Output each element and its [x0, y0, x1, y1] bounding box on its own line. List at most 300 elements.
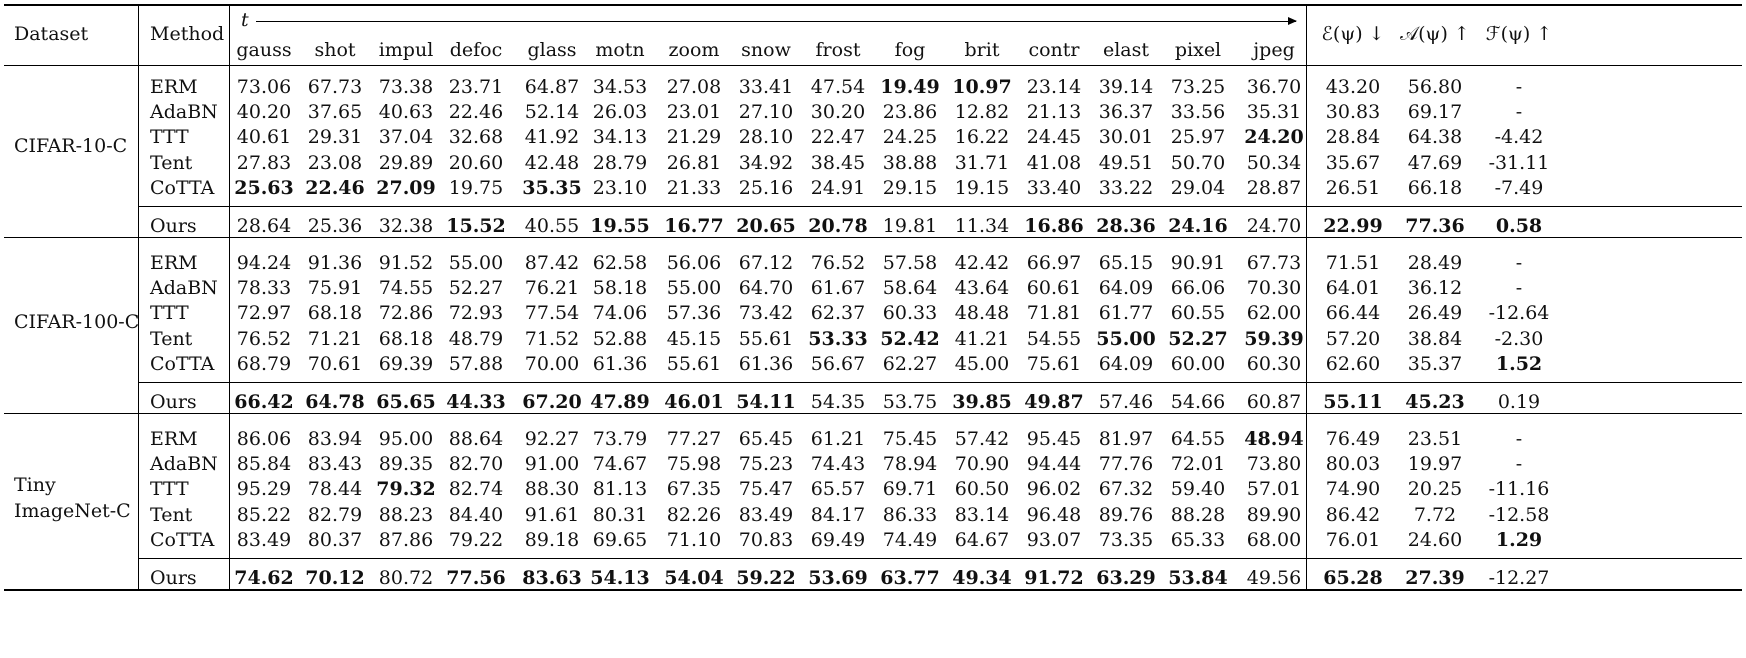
table-cell: 86.33	[882, 503, 938, 526]
table-cell: 40.63	[378, 101, 434, 124]
table-cell: 64.09	[1098, 352, 1154, 375]
table-cell: 94.24	[236, 252, 292, 274]
table-cell: 81.13	[592, 478, 648, 501]
table-cell: 70.30	[1246, 277, 1302, 300]
table-cell: 83.63	[522, 567, 582, 589]
table-cell: 66.06	[1170, 277, 1226, 300]
table-cell: 95.00	[378, 428, 434, 450]
method-name: Tent	[150, 327, 193, 350]
table-cell: 22.99	[1323, 215, 1383, 237]
table-cell: 35.37	[1407, 352, 1463, 375]
table-cell: 26.51	[1325, 176, 1381, 199]
column-header-glass: glass	[527, 39, 577, 61]
table-cell: 31.71	[954, 151, 1010, 174]
table-cell: -	[1515, 277, 1523, 300]
table-cell: 15.52	[446, 215, 506, 237]
table-cell: 7.72	[1413, 503, 1457, 526]
table-cell: 89.90	[1246, 503, 1302, 526]
table-cell: 39.14	[1098, 76, 1154, 98]
table-cell: 47.89	[590, 391, 650, 413]
table-cell: 81.97	[1098, 428, 1154, 450]
method-name: TTT	[150, 478, 189, 501]
table-cell: 24.70	[1246, 215, 1302, 237]
table-cell: 83.49	[738, 503, 794, 526]
table-cell: 73.35	[1098, 528, 1154, 551]
column-header-elast: elast	[1102, 39, 1150, 61]
column-header-contr: contr	[1028, 39, 1080, 61]
metric-header-1: ℰ(ψ) ↓	[1321, 23, 1385, 45]
vertical-separator-method	[229, 6, 230, 589]
table-cell: 54.13	[590, 567, 650, 589]
table-cell: 30.20	[810, 101, 866, 124]
table-cell: 1.52	[1495, 352, 1543, 375]
table-cell: 21.33	[666, 176, 722, 199]
table-cell: 73.79	[592, 428, 648, 450]
table-cell: 69.49	[810, 528, 866, 551]
table-cell: 49.87	[1024, 391, 1084, 413]
table-cell: 89.35	[378, 453, 434, 476]
table-cell: 62.27	[882, 352, 938, 375]
table-cell: 87.86	[378, 528, 434, 551]
method-name: CoTTA	[150, 176, 215, 199]
table-cell: 66.44	[1325, 302, 1381, 325]
table-cell: 23.01	[666, 101, 722, 124]
table-cell: 60.87	[1246, 391, 1302, 413]
table-cell: 65.65	[376, 391, 436, 413]
group-mid-rule	[138, 382, 1742, 383]
table-cell: 78.94	[882, 453, 938, 476]
table-cell: 20.60	[448, 151, 504, 174]
table-cell: 19.81	[882, 215, 938, 237]
table-cell: 68.00	[1246, 528, 1302, 551]
table-cell: 64.87	[524, 76, 580, 98]
table-cell: 74.67	[592, 453, 648, 476]
table-cell: 55.00	[448, 252, 504, 274]
table-cell: -	[1515, 453, 1523, 476]
table-cell: 53.33	[808, 327, 868, 350]
table-cell: 24.16	[1168, 215, 1228, 237]
table-cell: 77.54	[524, 302, 580, 325]
table-cell: 30.83	[1325, 101, 1381, 124]
table-cell: 78.33	[236, 277, 292, 300]
table-cell: 77.76	[1098, 453, 1154, 476]
group-mid-rule	[138, 206, 1742, 207]
table-cell: 52.88	[592, 327, 648, 350]
table-cell: 60.30	[1246, 352, 1302, 375]
table-cell: 76.52	[810, 252, 866, 274]
table-cell: 22.46	[305, 176, 365, 199]
dataset-label-line: ImageNet-C	[14, 500, 131, 522]
table-cell: 79.32	[376, 478, 436, 501]
table-cell: 59.40	[1170, 478, 1226, 501]
table-cell: 33.56	[1170, 101, 1226, 124]
method-name: Tent	[150, 151, 193, 174]
method-name: ERM	[150, 428, 198, 450]
method-name: Tent	[150, 503, 193, 526]
table-cell: 10.97	[952, 76, 1012, 98]
table-cell: 43.20	[1325, 76, 1381, 98]
dataset-label: CIFAR-100-C	[14, 311, 140, 333]
table-cell: 25.97	[1170, 126, 1226, 149]
table-cell: 43.64	[954, 277, 1010, 300]
table-cell: 27.09	[376, 176, 436, 199]
table-cell: 36.70	[1246, 76, 1302, 98]
table-cell: 60.55	[1170, 302, 1226, 325]
table-cell: 57.88	[448, 352, 504, 375]
table-cell: 74.06	[592, 302, 648, 325]
table-cell: 73.42	[738, 302, 794, 325]
table-cell: -	[1515, 76, 1523, 98]
table-cell: 66.18	[1407, 176, 1463, 199]
table-cell: 56.80	[1407, 76, 1463, 98]
table-cell: 67.73	[1246, 252, 1302, 274]
table-cell: 30.01	[1098, 126, 1154, 149]
table-cell: 71.21	[307, 327, 363, 350]
table-cell: 88.23	[378, 503, 434, 526]
table-cell: 24.60	[1407, 528, 1463, 551]
group-mid-rule	[138, 558, 1742, 559]
table-cell: 52.42	[880, 327, 940, 350]
table-cell: 94.44	[1026, 453, 1082, 476]
table-cell: 70.12	[305, 567, 365, 589]
table-cell: 54.55	[1026, 327, 1082, 350]
table-cell: 73.80	[1246, 453, 1302, 476]
table-cell: -2.30	[1494, 327, 1544, 350]
column-header-motn: motn	[595, 39, 645, 61]
table-cell: 45.23	[1405, 391, 1465, 413]
table-cell: 19.97	[1407, 453, 1463, 476]
dataset-label-line: Tiny	[14, 474, 56, 496]
table-cell: 84.17	[810, 503, 866, 526]
table-cell: 67.32	[1098, 478, 1154, 501]
table-cell: 28.87	[1246, 176, 1302, 199]
table-cell: 87.42	[524, 252, 580, 274]
table-cell: 76.21	[524, 277, 580, 300]
table-cell: 91.72	[1024, 567, 1084, 589]
method-name: ERM	[150, 76, 198, 98]
table-cell: 75.91	[307, 277, 363, 300]
table-cell: 56.06	[666, 252, 722, 274]
table-cell: 82.70	[448, 453, 504, 476]
table-cell: 39.85	[952, 391, 1012, 413]
table-cell: 38.88	[882, 151, 938, 174]
table-cell: 53.69	[808, 567, 868, 589]
table-cell: 55.00	[1096, 327, 1156, 350]
table-cell: 24.91	[810, 176, 866, 199]
table-cell: -	[1515, 428, 1523, 450]
table-cell: 65.33	[1170, 528, 1226, 551]
table-cell: 27.39	[1405, 567, 1465, 589]
table-cell: 12.82	[954, 101, 1010, 124]
table-cell: 25.63	[234, 176, 294, 199]
table-cell: 95.45	[1026, 428, 1082, 450]
table-cell: 90.91	[1170, 252, 1226, 274]
table-cell: 63.77	[880, 567, 940, 589]
table-cell: 57.42	[954, 428, 1010, 450]
table-cell: 64.01	[1325, 277, 1381, 300]
table-cell: 47.69	[1407, 151, 1463, 174]
vertical-separator-dataset	[138, 6, 139, 589]
table-cell: 20.65	[736, 215, 796, 237]
table-cell: 73.25	[1170, 76, 1226, 98]
table-cell: 86.42	[1325, 503, 1381, 526]
table-cell: 70.83	[738, 528, 794, 551]
table-cell: 67.73	[307, 76, 363, 98]
table-cell: 46.01	[664, 391, 724, 413]
table-cell: 75.45	[882, 428, 938, 450]
method-name: AdaBN	[150, 453, 218, 476]
table-cell: 57.20	[1325, 327, 1381, 350]
table-cell: 22.46	[448, 101, 504, 124]
table-cell: 20.25	[1407, 478, 1463, 501]
table-cell: 80.37	[307, 528, 363, 551]
column-header-zoom: zoom	[668, 39, 720, 61]
column-header-snow: snow	[741, 39, 791, 61]
top-rule	[4, 4, 1742, 6]
table-cell: 21.29	[666, 126, 722, 149]
table-cell: 59.22	[736, 567, 796, 589]
table-cell: 36.37	[1098, 101, 1154, 124]
table-cell: 70.90	[954, 453, 1010, 476]
table-cell: 85.22	[236, 503, 292, 526]
table-cell: 53.84	[1168, 567, 1228, 589]
table-cell: 41.08	[1026, 151, 1082, 174]
table-cell: 73.38	[378, 76, 434, 98]
table-cell: 21.13	[1026, 101, 1082, 124]
table-cell: 60.61	[1026, 277, 1082, 300]
table-cell: 64.55	[1170, 428, 1226, 450]
table-cell: 20.78	[808, 215, 868, 237]
table-cell: 34.92	[738, 151, 794, 174]
table-cell: 56.67	[810, 352, 866, 375]
dataset-label: CIFAR-10-C	[14, 135, 128, 157]
table-cell: 95.29	[236, 478, 292, 501]
table-cell: 75.47	[738, 478, 794, 501]
table-cell: 62.37	[810, 302, 866, 325]
table-cell: 23.08	[307, 151, 363, 174]
table-cell: 74.43	[810, 453, 866, 476]
table-cell: 24.25	[882, 126, 938, 149]
table-cell: 33.40	[1026, 176, 1082, 199]
table-cell: 57.46	[1098, 391, 1154, 413]
table-cell: 70.61	[307, 352, 363, 375]
table-cell: 88.64	[448, 428, 504, 450]
table-cell: 71.10	[666, 528, 722, 551]
table-cell: 76.49	[1325, 428, 1381, 450]
table-cell: 23.86	[882, 101, 938, 124]
table-cell: 36.12	[1407, 277, 1463, 300]
table-cell: 89.18	[524, 528, 580, 551]
table-cell: 71.52	[524, 327, 580, 350]
table-cell: 32.38	[378, 215, 434, 237]
table-cell: 84.40	[448, 503, 504, 526]
table-cell: -4.42	[1494, 126, 1544, 149]
table-cell: 66.97	[1026, 252, 1082, 274]
table-cell: 66.42	[234, 391, 294, 413]
table-cell: 45.00	[954, 352, 1010, 375]
table-cell: 71.81	[1026, 302, 1082, 325]
table-cell: 33.41	[738, 76, 794, 98]
table-cell: 0.19	[1497, 391, 1541, 413]
method-name: Ours	[150, 215, 197, 237]
table-cell: 79.22	[448, 528, 504, 551]
table-cell: 82.74	[448, 478, 504, 501]
table-cell: 58.64	[882, 277, 938, 300]
table-cell: 71.51	[1325, 252, 1381, 274]
table-cell: 89.76	[1098, 503, 1154, 526]
column-header-impul: impul	[378, 39, 434, 61]
table-cell: 67.12	[738, 252, 794, 274]
table-cell: 19.15	[954, 176, 1010, 199]
table-cell: 82.26	[666, 503, 722, 526]
table-cell: 85.84	[236, 453, 292, 476]
table-cell: 38.45	[810, 151, 866, 174]
method-name: CoTTA	[150, 528, 215, 551]
table-cell: -31.11	[1488, 151, 1550, 174]
table-cell: -7.49	[1494, 176, 1544, 199]
table-cell: 40.55	[524, 215, 580, 237]
table-cell: 61.77	[1098, 302, 1154, 325]
table-cell: 61.67	[810, 277, 866, 300]
table-cell: 29.04	[1170, 176, 1226, 199]
table-cell: 60.00	[1170, 352, 1226, 375]
group-rule	[4, 237, 1742, 238]
table-cell: 76.01	[1325, 528, 1381, 551]
column-header-jpeg: jpeg	[1253, 39, 1295, 61]
table-cell: 60.33	[882, 302, 938, 325]
header-rule	[4, 65, 1742, 66]
table-cell: 75.23	[738, 453, 794, 476]
bottom-rule	[4, 589, 1742, 591]
table-cell: 53.75	[882, 391, 938, 413]
table-cell: 1.29	[1495, 528, 1543, 551]
table-cell: 41.92	[524, 126, 580, 149]
table-cell: 29.89	[378, 151, 434, 174]
table-cell: 28.79	[592, 151, 648, 174]
table-cell: 23.51	[1407, 428, 1463, 450]
table-cell: 69.71	[882, 478, 938, 501]
table-cell: -	[1515, 252, 1523, 274]
table-cell: 83.49	[236, 528, 292, 551]
table-cell: 48.79	[448, 327, 504, 350]
table-cell: 76.52	[236, 327, 292, 350]
table-cell: 27.08	[666, 76, 722, 98]
table-cell: 68.18	[307, 302, 363, 325]
column-header-pixel: pixel	[1174, 39, 1222, 61]
table-cell: 96.48	[1026, 503, 1082, 526]
table-cell: 91.00	[524, 453, 580, 476]
table-cell: 19.49	[880, 76, 940, 98]
table-cell: -12.58	[1488, 503, 1550, 526]
table-cell: 62.00	[1246, 302, 1302, 325]
table-cell: 37.04	[378, 126, 434, 149]
table-cell: 80.31	[592, 503, 648, 526]
table-cell: -12.27	[1488, 567, 1550, 589]
table-cell: 74.90	[1325, 478, 1381, 501]
table-cell: 52.14	[524, 101, 580, 124]
vertical-separator-metrics	[1306, 6, 1307, 589]
table-cell: 67.20	[522, 391, 582, 413]
table-cell: 23.71	[448, 76, 504, 98]
table-cell: 62.60	[1325, 352, 1381, 375]
table-cell: 68.18	[378, 327, 434, 350]
table-cell: 74.55	[378, 277, 434, 300]
table-cell: 61.36	[592, 352, 648, 375]
table-cell: 40.61	[236, 126, 292, 149]
table-cell: 35.35	[522, 176, 582, 199]
dataset-label	[14, 472, 131, 524]
table-cell: 69.39	[378, 352, 434, 375]
table-cell: 41.21	[954, 327, 1010, 350]
table-cell: 93.07	[1026, 528, 1082, 551]
table-cell: 65.45	[738, 428, 794, 450]
table-cell: 72.86	[378, 302, 434, 325]
group-rule	[4, 413, 1742, 414]
column-header-shot: shot	[314, 39, 356, 61]
table-cell: 64.70	[738, 277, 794, 300]
table-cell: 69.17	[1407, 101, 1463, 124]
table-cell: 70.00	[524, 352, 580, 375]
table-cell: 50.70	[1170, 151, 1226, 174]
table-cell: 27.10	[738, 101, 794, 124]
method-name: ERM	[150, 252, 198, 274]
table-cell: 64.78	[305, 391, 365, 413]
table-cell: 83.43	[307, 453, 363, 476]
table-cell: 35.31	[1246, 101, 1302, 124]
table-cell: 72.97	[236, 302, 292, 325]
table-cell: 78.44	[307, 478, 363, 501]
table-cell: 28.49	[1407, 252, 1463, 274]
method-name: AdaBN	[150, 101, 218, 124]
table-cell: 48.94	[1244, 428, 1304, 450]
table-cell: 16.22	[954, 126, 1010, 149]
table-cell: 29.15	[882, 176, 938, 199]
table-cell: 80.72	[378, 567, 434, 589]
table-cell: 42.42	[954, 252, 1010, 274]
table-cell: 64.09	[1098, 277, 1154, 300]
table-cell: 54.66	[1170, 391, 1226, 413]
method-name: Ours	[150, 567, 197, 589]
table-cell: 65.57	[810, 478, 866, 501]
table-cell: 83.14	[954, 503, 1010, 526]
table-cell: 77.56	[446, 567, 506, 589]
header-t-symbol: t	[241, 9, 249, 31]
table-cell: 26.03	[592, 101, 648, 124]
table-cell: 52.27	[1168, 327, 1228, 350]
table-cell: 58.18	[592, 277, 648, 300]
table-cell: 55.00	[666, 277, 722, 300]
table-cell: 25.36	[307, 215, 363, 237]
table-cell: 57.58	[882, 252, 938, 274]
table-cell: -	[1515, 101, 1523, 124]
column-header-brit: brit	[964, 39, 1000, 61]
table-cell: 91.36	[307, 252, 363, 274]
column-header-defoc: defoc	[449, 39, 503, 61]
table-cell: 60.50	[954, 478, 1010, 501]
table-cell: 73.06	[236, 76, 292, 98]
table-cell: 65.28	[1323, 567, 1383, 589]
table-cell: 49.51	[1098, 151, 1154, 174]
table-cell: 64.67	[954, 528, 1010, 551]
table-cell: 22.47	[810, 126, 866, 149]
table-cell: 80.03	[1325, 453, 1381, 476]
table-cell: 24.45	[1026, 126, 1082, 149]
table-cell: 28.84	[1325, 126, 1381, 149]
table-cell: 47.54	[810, 76, 866, 98]
table-cell: 11.34	[954, 215, 1010, 237]
table-cell: 32.68	[448, 126, 504, 149]
table-cell: 28.36	[1096, 215, 1156, 237]
